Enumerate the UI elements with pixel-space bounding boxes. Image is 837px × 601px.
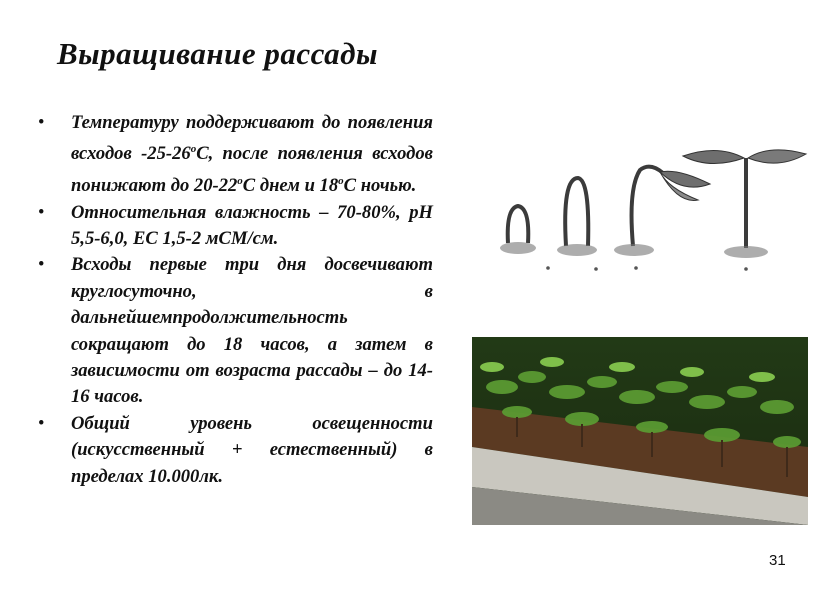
bullet-lighting-duration	[38, 252, 433, 410]
bullet-temperature	[38, 110, 433, 200]
sprout-stage-2	[565, 178, 588, 246]
bullet-text: Температуру поддерживают до появления всходов -25-26	[71, 112, 433, 165]
seedling-stages-illustration	[478, 128, 808, 278]
bullet-list	[38, 110, 433, 490]
sprout-stage-1	[508, 206, 529, 243]
bullet-humidity	[38, 200, 433, 253]
bullet-text: С, после появления всходов понижают до 20-22	[71, 143, 433, 197]
page-number: 31	[769, 552, 786, 569]
bullet-text: Общий уровень освещенности (искусственный + естественный) в пределах 10.000лк.	[71, 412, 433, 487]
sprout-stage-3	[632, 167, 710, 246]
bullet-text: Всходы первые три дня досвечивают круглосуточно, в дальнейшемпродолжительность сокращают до 18 часов, а затем в зависимости от возраста рассады – до 14-16 часов.	[71, 254, 433, 408]
bullet-text: Относительная влажность – 70-80%, рН 5,5-6,0, ЕС 1,5-2 мСМ/см.	[71, 201, 433, 249]
bullet-illumination-level	[38, 411, 433, 490]
bullet-text: С днем и 18	[242, 175, 339, 197]
bullet-text: С ночью.	[343, 175, 417, 197]
degree-mark: о	[338, 175, 344, 187]
degree-mark: о	[237, 175, 243, 187]
sprout-stage-4	[683, 150, 806, 248]
seedling-tray-photo	[472, 337, 808, 525]
degree-mark: о	[190, 143, 197, 156]
slide-title: Выращивание рассады	[57, 36, 378, 71]
